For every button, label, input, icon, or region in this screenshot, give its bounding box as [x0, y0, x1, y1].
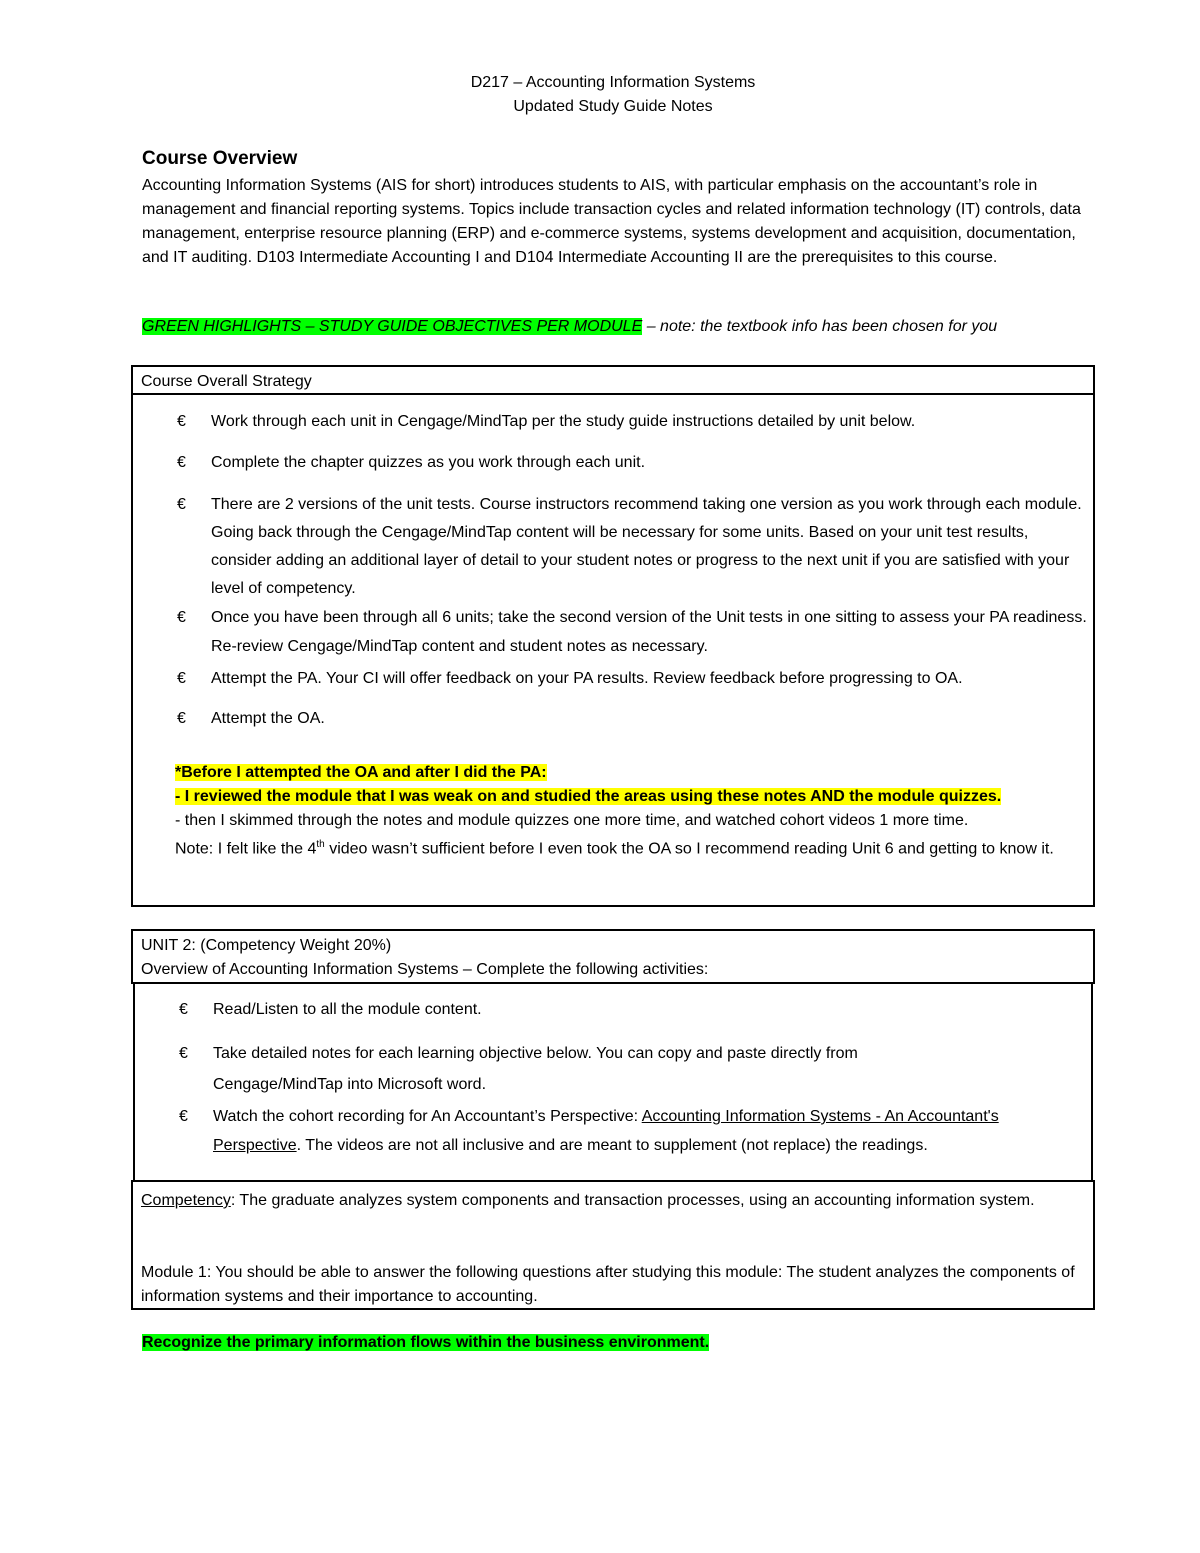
- module1-statement: Module 1: You should be able to answer the following questions after studying this module: The student analyzes the components of information systems and their importance to accounting.: [141, 1264, 1075, 1305]
- unit2-subtitle: Overview of Accounting Information Systems – Complete the following activities:: [141, 961, 709, 978]
- bullet-icon: €: [177, 609, 186, 626]
- unit2-activity-item: € Watch the cohort recording for An Accountant’s Perspective: Accounting Information Systems - An Accountant's Perspective. The videos are not all inclusive and are meant to supplement (not replace) the readings.: [213, 1102, 1073, 1160]
- unit2-header-box: [131, 929, 1095, 984]
- green-highlight-label: GREEN HIGHLIGHTS – STUDY GUIDE OBJECTIVES PER MODULE: [142, 318, 643, 335]
- competency-box: [131, 1180, 1095, 1310]
- bullet-icon: €: [177, 454, 186, 471]
- bullet-icon: €: [177, 670, 186, 687]
- course-overview-heading: Course Overview: [142, 148, 298, 169]
- bullet-icon: €: [179, 1108, 188, 1125]
- bullet-icon: €: [177, 496, 186, 513]
- document-header: [0, 71, 1200, 119]
- strategy-header-box: [131, 365, 1095, 395]
- highlight-legend: [142, 318, 997, 336]
- strategy-item: € Work through each unit in Cengage/MindTap per the study guide instructions detailed by unit below.: [211, 410, 1091, 434]
- personal-note: [175, 761, 1095, 861]
- document-title: D217 – Accounting Information Systems: [470, 74, 756, 91]
- strategy-body-box: [131, 393, 1095, 907]
- highlight-legend-note: – note: the textbook info has been chosen for you: [642, 318, 998, 335]
- personal-note-line: - I reviewed the module that I was weak on and studied the areas using these notes AND the module quizzes.: [175, 788, 1002, 805]
- personal-note-line: Note: I felt like the 4th video wasn’t sufficient before I even took the OA so I recommend reading Unit 6 and getting to know it.: [175, 839, 1054, 858]
- unit2-activities-box: [133, 982, 1093, 1182]
- document-subtitle: Updated Study Guide Notes: [513, 98, 713, 115]
- course-overview-paragraph: Accounting Information Systems (AIS for short) introduces students to AIS, with particular emphasis on the accountant’s role in management and financial reporting systems. Topics include transaction cycles and related information technology (IT) controls, data management, enterprise resource planning (ERP) and e-commerce systems, systems development and acquisition, documentation, and IT auditing. D103 Intermediate Accounting I and D104 Intermediate Accounting II are the prerequisites to this course.: [142, 177, 1081, 266]
- strategy-item: € Attempt the OA.: [211, 707, 1091, 731]
- unit2-heading: [133, 931, 1093, 982]
- bullet-icon: €: [177, 413, 186, 430]
- unit2-activity-item: € Take detailed notes for each learning objective below. You can copy and paste directly from Cengage/MindTap into Microsoft word.: [213, 1038, 973, 1100]
- unit2-activity-item: € Read/Listen to all the module content.: [213, 998, 1093, 1022]
- module-objective: Recognize the primary information flows within the business environment.: [142, 1334, 710, 1351]
- bullet-icon: €: [179, 1045, 188, 1062]
- strategy-item: € There are 2 versions of the unit tests. Course instructors recommend taking one version as you work through each module. Going back through the Cengage/MindTap content will be necessary for some units. Based on your unit test results, consider adding an additional layer of detail to your student notes or progress to the next unit if you are satisfied with your level of competency.: [211, 491, 1091, 603]
- cohort-video-link[interactable]: Accounting Information Systems - An Accountant's Perspective: [213, 1108, 999, 1154]
- bullet-icon: €: [177, 710, 186, 727]
- bullet-icon: €: [179, 1001, 188, 1018]
- competency-label: Competency: [141, 1192, 231, 1209]
- personal-note-line: *Before I attempted the OA and after I did the PA:: [175, 764, 547, 781]
- unit2-title: UNIT 2: (Competency Weight 20%): [141, 937, 392, 954]
- strategy-item: € Complete the chapter quizzes as you work through each unit.: [211, 451, 1091, 475]
- strategy-heading: Course Overall Strategy: [141, 373, 312, 390]
- strategy-item: € Once you have been through all 6 units; take the second version of the Unit tests in one sitting to assess your PA readiness. Re-review Cengage/MindTap content and student notes as necessary.: [211, 603, 1091, 661]
- personal-note-line: - then I skimmed through the notes and module quizzes one more time, and watched cohort videos 1 more time.: [175, 812, 969, 829]
- competency-statement: Competency: The graduate analyzes system components and transaction processes, using an accounting information system.: [141, 1192, 1035, 1209]
- strategy-item: € Attempt the PA. Your CI will offer feedback on your PA results. Review feedback before progressing to OA.: [211, 667, 1091, 691]
